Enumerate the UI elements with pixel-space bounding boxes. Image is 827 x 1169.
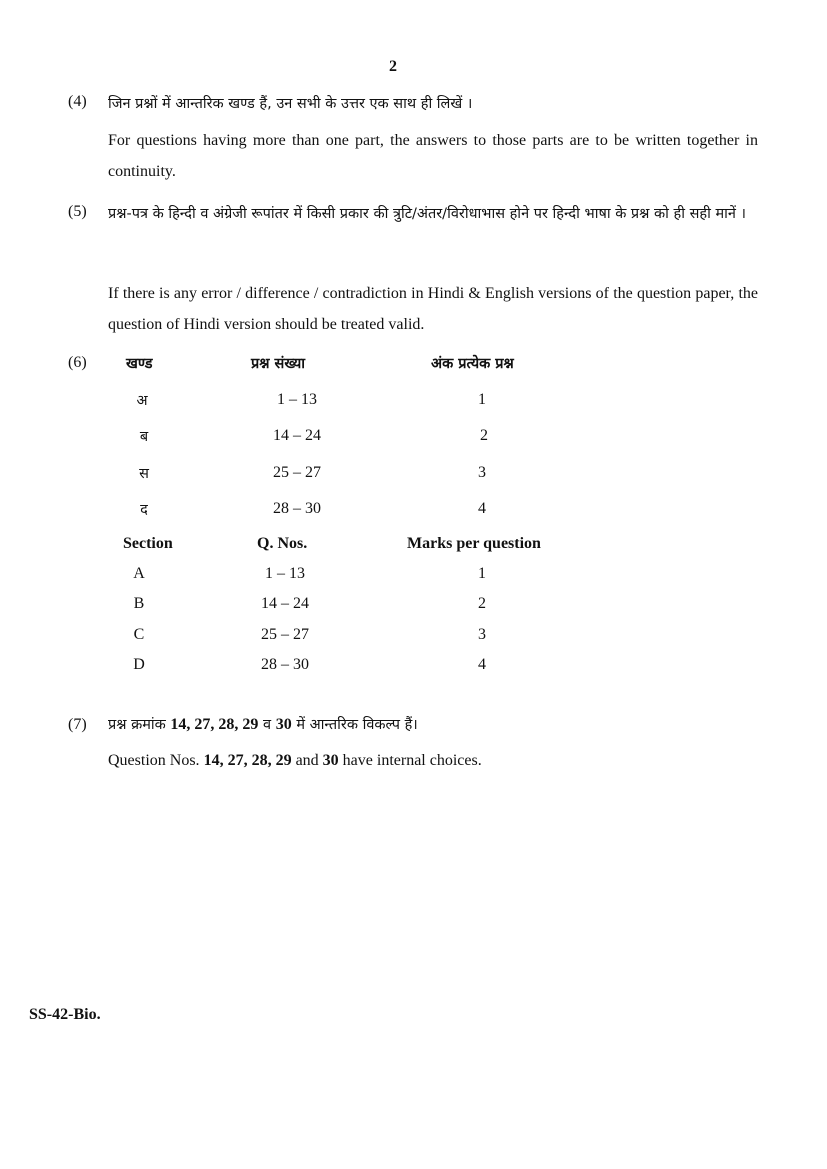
hindi-row-3-marks: 3	[478, 464, 486, 481]
hindi-header-marks: अंक प्रत्येक प्रश्न	[431, 356, 514, 372]
item-7-en-pre: Question Nos.	[108, 752, 200, 769]
item-7-number: (7)	[68, 716, 87, 733]
item-7-hindi	[108, 714, 418, 734]
item-7-en-nums: 14, 27, 28, 29	[203, 752, 292, 769]
hindi-row-2-qnos: 14 – 24	[273, 427, 321, 444]
page-number: 2	[389, 58, 397, 75]
hindi-row-4-section: द	[140, 502, 148, 518]
hindi-row-1-qnos: 1 – 13	[277, 391, 317, 408]
hindi-row-2-marks: 2	[480, 427, 488, 444]
english-row-4-section: D	[133, 656, 145, 673]
english-row-2-qnos: 14 – 24	[261, 595, 309, 612]
english-row-3-marks: 3	[478, 626, 486, 643]
item-7-hindi-last: 30	[275, 716, 292, 733]
english-row-1-marks: 1	[478, 565, 486, 582]
english-row-1-section: A	[133, 565, 145, 582]
item-7-en-last: 30	[322, 752, 339, 769]
hindi-row-3-qnos: 25 – 27	[273, 464, 321, 481]
hindi-row-4-marks: 4	[478, 500, 486, 517]
item-6-number: (6)	[68, 354, 87, 371]
english-row-3-section: C	[133, 626, 145, 643]
hindi-row-3-section: स	[139, 466, 149, 482]
hindi-header-qnos: प्रश्न संख्या	[251, 356, 305, 372]
item-7-hindi-nums: 14, 27, 28, 29	[170, 716, 259, 733]
english-header-section: Section	[123, 535, 173, 552]
item-7-en-post: have internal choices.	[342, 752, 482, 769]
english-row-2-section: B	[133, 595, 145, 612]
english-row-4-qnos: 28 – 30	[261, 656, 309, 673]
english-row-4-marks: 4	[478, 656, 486, 673]
item-4-hindi: जिन प्रश्नों में आन्तरिक खण्ड हैं, उन सभी के उत्तर एक साथ ही लिखें ।	[108, 96, 473, 112]
item-4-english: For questions having more than one part, the answers to those parts are to be written together in continuity.	[108, 132, 758, 180]
english-row-1-qnos: 1 – 13	[265, 565, 305, 582]
item-7-english	[108, 752, 482, 770]
english-header-marks: Marks per question	[407, 535, 541, 552]
item-5-english: If there is any error / difference / contradiction in Hindi & English versions of the question paper, the question of Hindi version should be treated valid.	[108, 285, 758, 333]
english-header-qnos: Q. Nos.	[257, 535, 308, 552]
item-7-hindi-va: व	[263, 717, 272, 733]
item-4-number: (4)	[68, 93, 87, 110]
footer-paper-code: SS-42-Bio.	[29, 1006, 101, 1023]
hindi-row-1-marks: 1	[478, 391, 486, 408]
item-5-number: (5)	[68, 203, 87, 220]
item-7-en-and: and	[295, 752, 319, 769]
item-7-hindi-post: में आन्तरिक विकल्प हैं।	[296, 717, 418, 733]
hindi-row-2-section: ब	[139, 429, 149, 445]
english-row-2-marks: 2	[478, 595, 486, 612]
english-row-3-qnos: 25 – 27	[261, 626, 309, 643]
item-5-hindi: प्रश्न-पत्र के हिन्दी व अंग्रेजी रूपांतर में किसी प्रकार की त्रुटि/अंतर/विरोधाभास होने पर हिन्दी भाषा के प्रश्न को ही सही मानें ।	[108, 206, 747, 222]
item-7-hindi-pre: प्रश्न क्रमांक	[108, 717, 166, 733]
hindi-row-1-section: अ	[136, 393, 148, 409]
hindi-header-section: खण्ड	[126, 356, 153, 372]
hindi-row-4-qnos: 28 – 30	[273, 500, 321, 517]
